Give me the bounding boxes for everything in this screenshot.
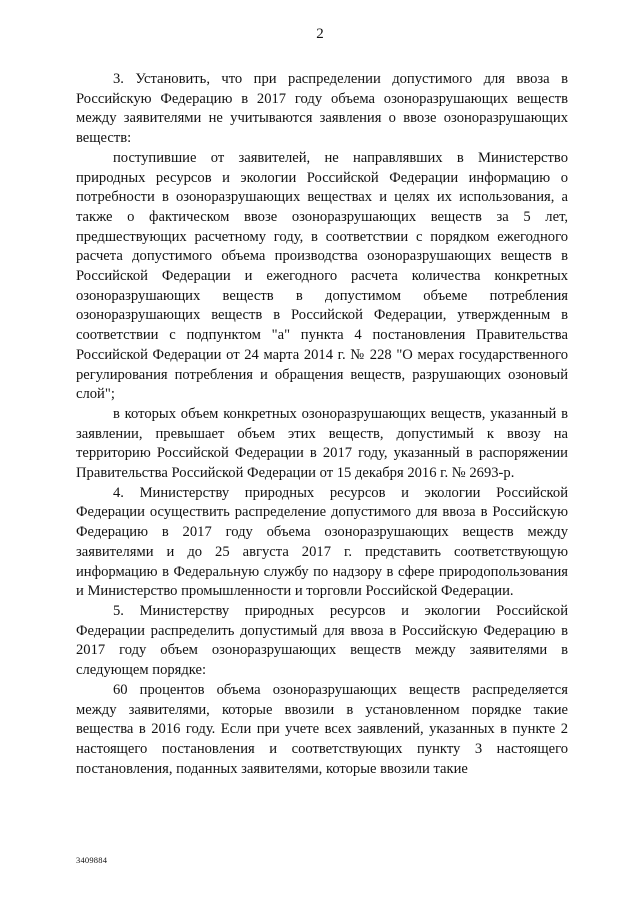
page-number: 2 bbox=[316, 26, 324, 42]
paragraph-3-item-2: в которых объем конкретных озоноразрушающих веществ, указанный в заявлении, превышает объем этих веществ, допустимый к ввозу на территорию Российской Федерации в 2017 году, указанный в распоряжении Правительства Российской Федерации от 15 декабря 2016 г. № 2693-р. bbox=[76, 405, 568, 482]
paragraph-3-item-1: поступившие от заявителей, не направлявших в Министерство природных ресурсов и экологии Российской Федерации информацию о потребности в озоноразрушающих веществах и целях их использования, а также о фактическом ввозе озоноразрушающих веществ за 5 лет, предшествующих расчетному году, в соответствии с порядком ежегодного расчета допустимого объема производства озоноразрушающих веществ в Российской Федерации и ежегодного расчета количества конкретных озоноразрушающих веществ в допустимом объеме потребления озоноразрушающих веществ в Российской Федерации, утвержденным в соответствии с подпунктом "а" пункта 4 постановления Правительства Российской Федерации от 24 марта 2014 г. № 228 "О мерах государственного регулирования потребления и обращения веществ, разрушающих озоновый слой"; bbox=[76, 149, 568, 403]
paragraph-3: 3. Установить, что при распределении допустимого для ввоза в Российскую Федерацию в 2017 году объема озоноразрушающих веществ между заявителями не учитываются заявления о ввозе озоноразрушающих веществ: bbox=[76, 71, 568, 147]
paragraph-5: 5. Министерству природных ресурсов и экологии Российской Федерации распределить допустимый для ввоза в Российскую Федерацию в 2017 году объем озоноразрушающих веществ между заявителями в следующем порядке: bbox=[76, 602, 568, 679]
document-code: 3409884 bbox=[76, 855, 108, 865]
paragraph-4: 4. Министерству природных ресурсов и экологии Российской Федерации осуществить распределение допустимого для ввоза в Российскую Федерацию в 2017 году объема озоноразрушающих веществ между заявителями и до 25 августа 2017 г. представить соответствующую информацию в Федеральную службу по надзору в сфере природопользования и Министерство промышленности и торговли Российской Федерации. bbox=[76, 484, 568, 600]
document-body bbox=[76, 70, 568, 779]
paragraph-5-item-1: 60 процентов объема озоноразрушающих веществ распределяется между заявителями, которые ввозили в установленном порядке такие вещества в 2016 году. Если при учете всех заявлений, указанных в пункте 2 настоящего постановления и соответствующих пункту 3 настоящего постановления, поданных заявителями, которые ввозили такие bbox=[76, 681, 568, 777]
